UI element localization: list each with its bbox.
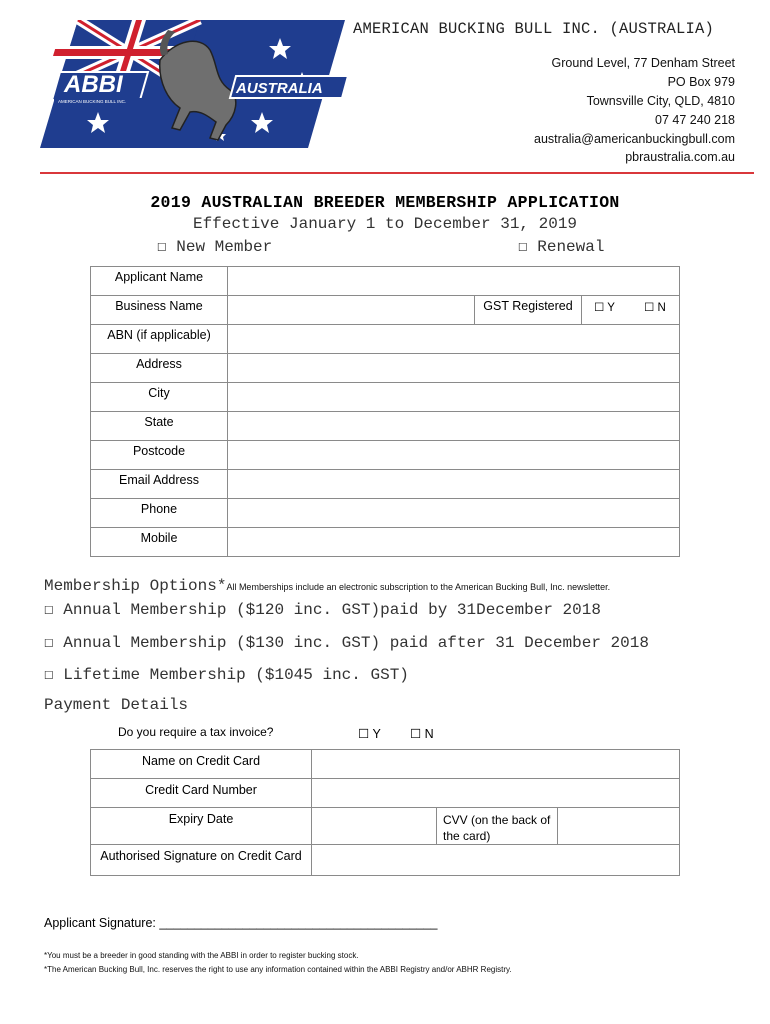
- annual-membership-early-option[interactable]: ☐ Annual Membership ($120 inc. GST)paid by 31December 2018: [44, 601, 601, 619]
- phone-label: Phone: [91, 499, 228, 528]
- membership-options-title: Membership Options*: [44, 577, 227, 595]
- org-name: AMERICAN BUCKING BULL INC. (AUSTRALIA): [353, 20, 715, 38]
- state-label: State: [91, 412, 228, 441]
- form-title: 2019 AUSTRALIAN BREEDER MEMBERSHIP APPLICATION: [150, 193, 620, 212]
- expiry-date-label: Expiry Date: [91, 808, 312, 845]
- applicant-details-table: [90, 266, 680, 557]
- city-field[interactable]: [228, 383, 680, 412]
- gst-yes-checkbox[interactable]: ☐ Y: [582, 296, 626, 325]
- address-label: Address: [91, 354, 228, 383]
- footnote-registry: *The American Bucking Bull, Inc. reserves the right to use any information contained within the ABBI Registry and/or ABHR Registry.: [44, 965, 512, 974]
- effective-dates: Effective January 1 to December 31, 2019: [192, 215, 578, 233]
- card-number-field[interactable]: [312, 779, 680, 808]
- phone-field[interactable]: [228, 499, 680, 528]
- mobile-label: Mobile: [91, 528, 228, 557]
- postcode-label: Postcode: [91, 441, 228, 470]
- footnote-breeder: *You must be a breeder in good standing with the ABBI in order to register bucking stock.: [44, 951, 359, 960]
- address-field[interactable]: [228, 354, 680, 383]
- abbi-australia-logo: [40, 20, 350, 148]
- address-po-box: PO Box 979: [667, 75, 735, 89]
- payment-details-heading: Payment Details: [44, 696, 189, 714]
- abn-field[interactable]: [228, 325, 680, 354]
- address-street: Ground Level, 77 Denham Street: [551, 56, 735, 70]
- business-name-label: Business Name: [91, 296, 228, 325]
- cvv-field[interactable]: [558, 808, 680, 845]
- abn-label: ABN (if applicable): [91, 325, 228, 354]
- name-on-card-field[interactable]: [312, 750, 680, 779]
- mobile-field[interactable]: [228, 528, 680, 557]
- logo-text-right: AUSTRALIA: [236, 80, 323, 97]
- business-name-field[interactable]: [228, 296, 475, 325]
- email-field[interactable]: [228, 470, 680, 499]
- gst-registered-label: GST Registered: [475, 296, 582, 325]
- header-divider: [40, 172, 754, 174]
- membership-options-heading: [44, 577, 610, 595]
- lifetime-membership-option[interactable]: ☐ Lifetime Membership ($1045 inc. GST): [44, 666, 409, 684]
- authorised-signature-field[interactable]: [312, 845, 680, 876]
- logo-text-left: ABBI: [64, 71, 123, 98]
- renewal-checkbox[interactable]: ☐ Renewal: [518, 238, 605, 256]
- applicant-name-label: Applicant Name: [91, 267, 228, 296]
- postcode-field[interactable]: [228, 441, 680, 470]
- address-phone: 07 47 240 218: [655, 113, 735, 127]
- payment-details-table: [90, 749, 680, 876]
- address-website: pbraustralia.com.au: [625, 150, 735, 164]
- address-city: Townsville City, QLD, 4810: [586, 94, 735, 108]
- email-label: Email Address: [91, 470, 228, 499]
- state-field[interactable]: [228, 412, 680, 441]
- applicant-signature-line[interactable]: Applicant Signature: ________________________________________: [44, 916, 438, 930]
- annual-membership-late-option[interactable]: ☐ Annual Membership ($130 inc. GST) paid after 31 December 2018: [44, 634, 649, 652]
- tax-invoice-yes-checkbox[interactable]: ☐ Y: [358, 727, 381, 741]
- address-email: australia@americanbuckingbull.com: [534, 132, 735, 146]
- tax-invoice-question: Do you require a tax invoice?: [118, 725, 274, 739]
- logo-subtext: AMERICAN BUCKING BULL INC.: [58, 99, 127, 104]
- name-on-card-label: Name on Credit Card: [91, 750, 312, 779]
- expiry-date-field[interactable]: [312, 808, 437, 845]
- city-label: City: [91, 383, 228, 412]
- applicant-name-field[interactable]: [228, 267, 680, 296]
- membership-options-note: All Memberships include an electronic subscription to the American Bucking Bull, Inc. newsletter.: [226, 582, 611, 592]
- authorised-signature-label: Authorised Signature on Credit Card: [91, 845, 312, 876]
- card-number-label: Credit Card Number: [91, 779, 312, 808]
- new-member-checkbox[interactable]: ☐ New Member: [157, 238, 273, 256]
- tax-invoice-no-checkbox[interactable]: ☐ N: [410, 727, 434, 741]
- cvv-label: CVV (on the back of the card): [437, 808, 558, 845]
- gst-no-checkbox[interactable]: ☐ N: [626, 296, 680, 325]
